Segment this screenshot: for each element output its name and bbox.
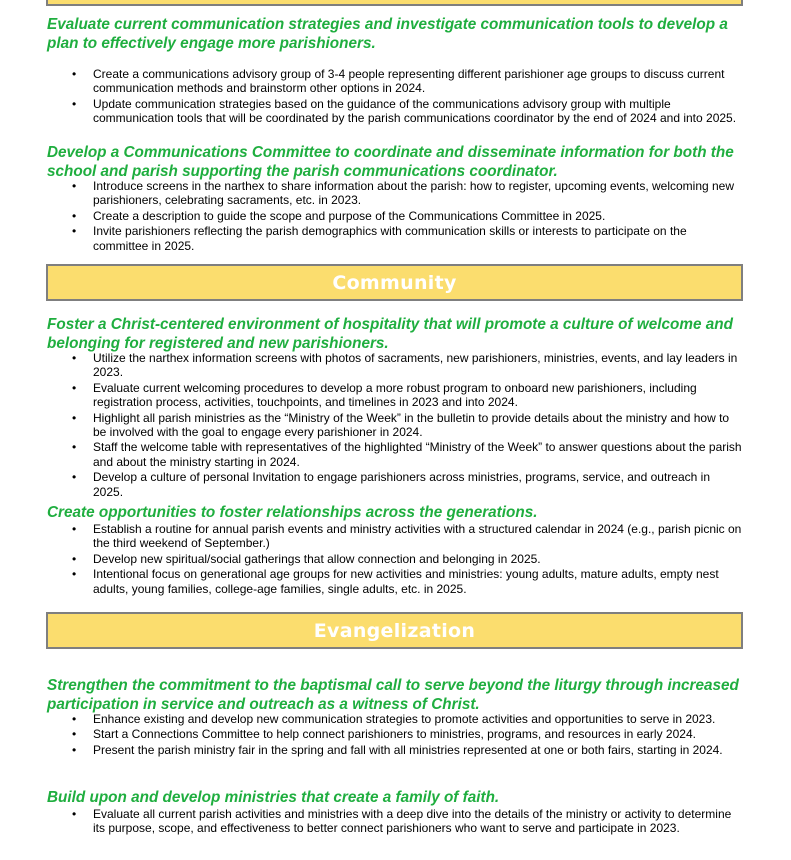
section-title: Evangelization [313,619,476,642]
bullet: • [72,470,77,485]
bullet: • [72,179,77,193]
bullet: • [72,351,77,365]
bullet: • [72,727,77,742]
bullet: • [72,712,77,726]
goal-heading: Develop a Communications Committee to coordinate and disseminate information for both the school and parish supporting the parish communications coordinator. [47,144,734,180]
section-banner-evangelization [46,612,743,649]
list-item: • Invite parishioners reflecting the parish demographics with communication skills or interests to participate on the committee in 2025. [72,224,687,253]
goal-action-list [0,179,760,254]
bullet: • [72,380,77,395]
list-item: • Evaluate all current parish activities and ministries with a deep dive into the details of the ministry or activity to determine its purpose, scope, and effectiveness to better connect parishioners who want to serve and participate in 2023. [72,807,732,836]
list-item: • Enhance existing and develop new communication strategies to promote activities and opportunities to serve in 2023. [72,712,716,726]
goal-action-list [0,351,760,500]
bullet: • [72,440,77,455]
list-item: • Create a description to guide the scope and purpose of the Communications Committee in 2025. [72,208,606,223]
bullet: • [72,522,77,536]
list-item: • Intentional focus on generational age groups for new activities and ministries: young adults, mature adults, empty nest adults, young families, college-age families, single adults, etc. in 2025. [72,567,719,596]
bullet: • [72,96,77,111]
list-item: • Develop a culture of personal Invitation to engage parishioners across ministries, programs, service, and outreach in 2025. [72,470,710,499]
bullet: • [72,551,77,566]
list-item: • Create a communications advisory group of 3-4 people representing different parishioner age groups to discuss current communication methods and brainstorm other options in 2024. [72,67,725,96]
bullet: • [72,67,77,81]
list-item: • Start a Connections Committee to help connect parishioners to ministries, programs, and resources in early 2024. [72,727,696,742]
list-item: • Establish a routine for annual parish events and ministry activities with a structured calendar in 2024 (e.g., parish picnic on the third weekend of September.) [72,522,742,551]
goal-heading: Build upon and develop ministries that create a family of faith. [47,789,500,806]
list-item: • Update communication strategies based on the guidance of the communications advisory group with multiple communication tools that will be coordinated by the parish communications coordinator by the end of 2024 and into 2025. [72,96,737,126]
list-item: • Evaluate current welcoming procedures to develop a more robust program to onboard new parishioners, including registration process, activities, touchpoints, and timelines in 2023 and into 2024. [72,380,697,410]
goal-action-list [0,712,760,758]
list-item: • Introduce screens in the narthex to share information about the parish: how to register, upcoming events, welcoming new parishioners, celebrating sacraments, etc. in 2023. [72,179,735,208]
bullet: • [72,807,77,821]
goal-action-list [0,67,760,127]
goal-action-list [0,522,760,597]
section-banner-community [46,264,743,301]
goal-heading: Evaluate current communication strategies and investigate communication tools to develop a plan to effectively engage more parishioners. [47,16,728,52]
goal-heading: Foster a Christ-centered environment of hospitality that will promote a culture of welcome and belonging for registered and new parishioners. [47,316,733,352]
goal-heading: Strengthen the commitment to the baptismal call to serve beyond the liturgy through increased participation in service and outreach as a witness of Christ. [47,677,739,713]
bullet: • [72,208,77,223]
goal-action-list [0,807,760,837]
bullet: • [72,224,77,239]
list-item: • Highlight all parish ministries as the “Ministry of the Week” in the bulletin to provide details about the ministry and how to be involved with the goal to engage every parishioner in 2024. [72,410,730,440]
list-item: • Develop new spiritual/social gatherings that allow connection and belonging in 2025. [72,551,541,566]
list-item: • Present the parish ministry fair in the spring and fall with all ministries represented at one or both fairs, starting in 2024. [72,742,723,757]
bullet: • [72,567,77,582]
section-title: Community [332,271,457,294]
top-banner-edge [46,0,743,6]
bullet: • [72,410,77,425]
bullet: • [72,742,77,757]
list-item: • Staff the welcome table with representatives of the highlighted “Ministry of the Week” to answer questions about the parish and about the ministry starting in 2024. [72,440,742,469]
list-item: • Utilize the narthex information screens with photos of sacraments, new parishioners, ministries, events, and lay leaders in 2023. [72,351,738,380]
goal-heading: Create opportunities to foster relationships across the generations. [47,504,538,521]
